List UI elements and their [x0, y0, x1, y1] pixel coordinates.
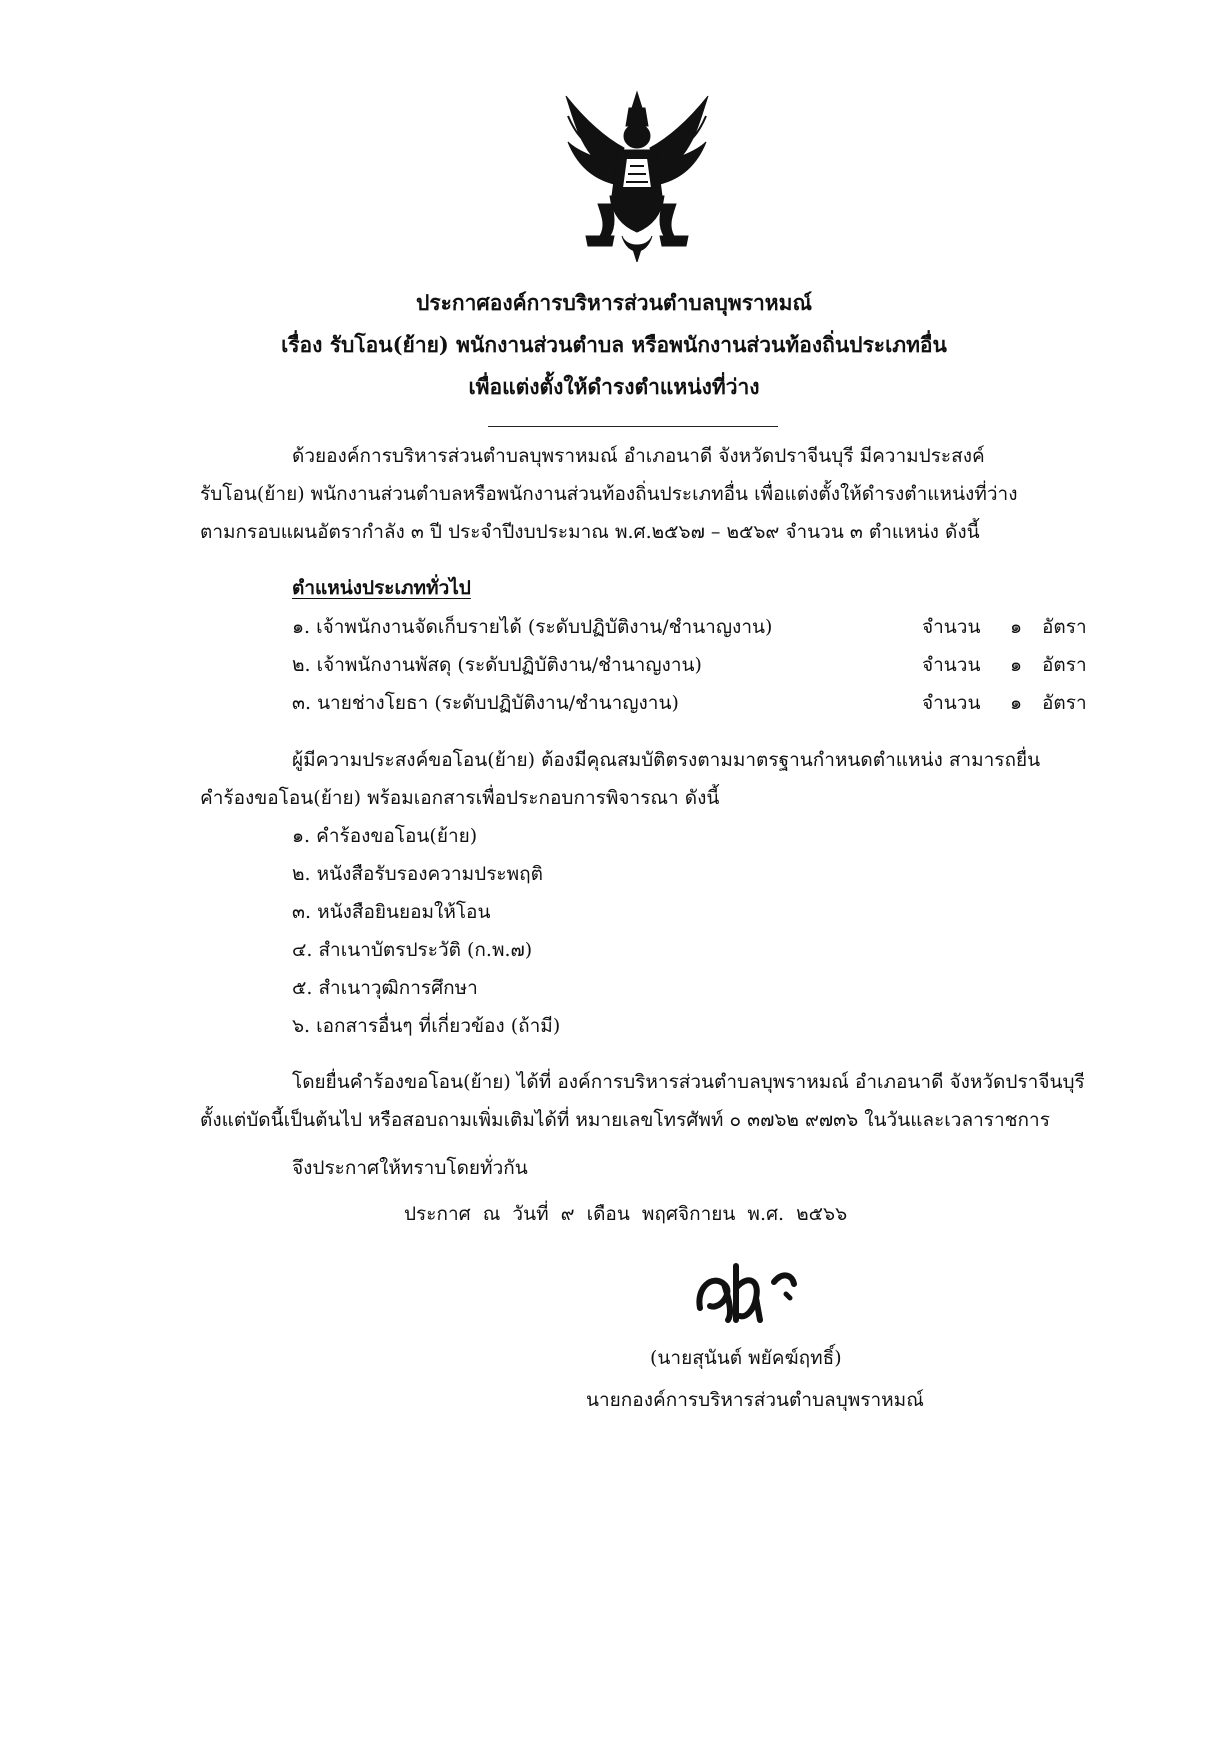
position-row [292, 610, 1092, 644]
position-unit: อัตรา [1042, 654, 1087, 676]
garuda-emblem-icon [552, 86, 722, 262]
position-count-label: จำนวน [922, 654, 981, 676]
announcement-subject: เรื่อง รับโอน(ย้าย) พนักงานส่วนตำบล หรือพนักงานส่วนท้องถิ่นประเภทอื่น [281, 332, 947, 357]
intro-line-3: ตามกรอบแผนอัตรากำลัง ๓ ปี ประจำปีงบประมาณ พ.ศ.๒๕๖๗ – ๒๕๖๙ จำนวน ๓ ตำแหน่ง ดังนี้ [200, 521, 980, 543]
position-row [292, 648, 1092, 682]
position-name: ๒. เจ้าพนักงานพัสดุ (ระดับปฏิบัติงาน/ชำนาญงาน) [292, 654, 702, 676]
position-row [292, 686, 1092, 720]
list-item: ๔. สำเนาบัตรประวัติ (ก.พ.๗) [292, 939, 533, 961]
list-item: ๖. เอกสารอื่นๆ ที่เกี่ยวข้อง (ถ้ามี) [292, 1015, 561, 1037]
list-item: ๓. หนังสือยินยอมให้โอน [292, 901, 491, 923]
position-name: ๑. เจ้าพนักงานจัดเก็บรายได้ (ระดับปฏิบัติงาน/ชำนาญงาน) [292, 616, 773, 638]
signatory-name: (นายสุนันต์ พยัคฆ์ฤทธิ์) [650, 1347, 842, 1369]
announcement-subject-line2: เพื่อแต่งตั้งให้ดำรงตำแหน่งที่ว่าง [468, 374, 760, 399]
intro-line-2: รับโอน(ย้าย) พนักงานส่วนตำบลหรือพนักงานส่วนท้องถิ่นประเภทอื่น เพื่อแต่งตั้งให้ดำรงตำแหน่งที่ว่าง [200, 483, 1018, 505]
announcement-date: ประกาศ ณ วันที่ ๙ เดือน พฤศจิกายน พ.ศ. ๒๕๖๖ [404, 1203, 848, 1225]
position-count-label: จำนวน [922, 616, 981, 638]
position-unit: อัตรา [1042, 692, 1087, 714]
announcement-title: ประกาศองค์การบริหารส่วนตำบลบุพราหมณ์ [416, 290, 812, 315]
list-item: ๑. คำร้องขอโอน(ย้าย) [292, 825, 478, 847]
submission-line-1: โดยยื่นคำร้องขอโอน(ย้าย) ได้ที่ องค์การบริหารส่วนตำบลบุพราหมณ์ อำเภอนาดี จังหวัดปราจีนบุรี [292, 1071, 1085, 1093]
position-count-label: จำนวน [922, 692, 981, 714]
position-name: ๓. นายช่างโยธา (ระดับปฏิบัติงาน/ชำนาญงาน) [292, 692, 679, 714]
requirements-line-1: ผู้มีความประสงค์ขอโอน(ย้าย) ต้องมีคุณสมบัติตรงตามมาตรฐานกำหนดตำแหน่ง สามารถยื่น [292, 749, 1041, 771]
list-item: ๒. หนังสือรับรองความประพฤติ [292, 863, 543, 885]
closing-statement: จึงประกาศให้ทราบโดยทั่วกัน [292, 1157, 528, 1179]
submission-line-2: ตั้งแต่บัดนี้เป็นต้นไป หรือสอบถามเพิ่มเติมได้ที่ หมายเลขโทรศัพท์ ๐ ๓๗๖๒ ๙๗๓๖ ในวันและเวลาราชการ [200, 1109, 1050, 1131]
position-count: ๑ [1010, 654, 1023, 676]
intro-line-1: ด้วยองค์การบริหารส่วนตำบลบุพราหมณ์ อำเภอนาดี จังหวัดปราจีนบุรี มีความประสงค์ [292, 445, 985, 467]
position-unit: อัตรา [1042, 616, 1087, 638]
title-divider [488, 426, 778, 427]
position-count: ๑ [1010, 692, 1023, 714]
signatory-title: นายกองค์การบริหารส่วนตำบลบุพราหมณ์ [586, 1389, 924, 1411]
requirements-line-2: คำร้องขอโอน(ย้าย) พร้อมเอกสารเพื่อประกอบการพิจารณา ดังนี้ [200, 787, 720, 809]
position-count: ๑ [1010, 616, 1023, 638]
signature [690, 1258, 820, 1328]
list-item: ๕. สำเนาวุฒิการศึกษา [292, 977, 478, 999]
positions-heading: ตำแหน่งประเภททั่วไป [292, 577, 471, 599]
